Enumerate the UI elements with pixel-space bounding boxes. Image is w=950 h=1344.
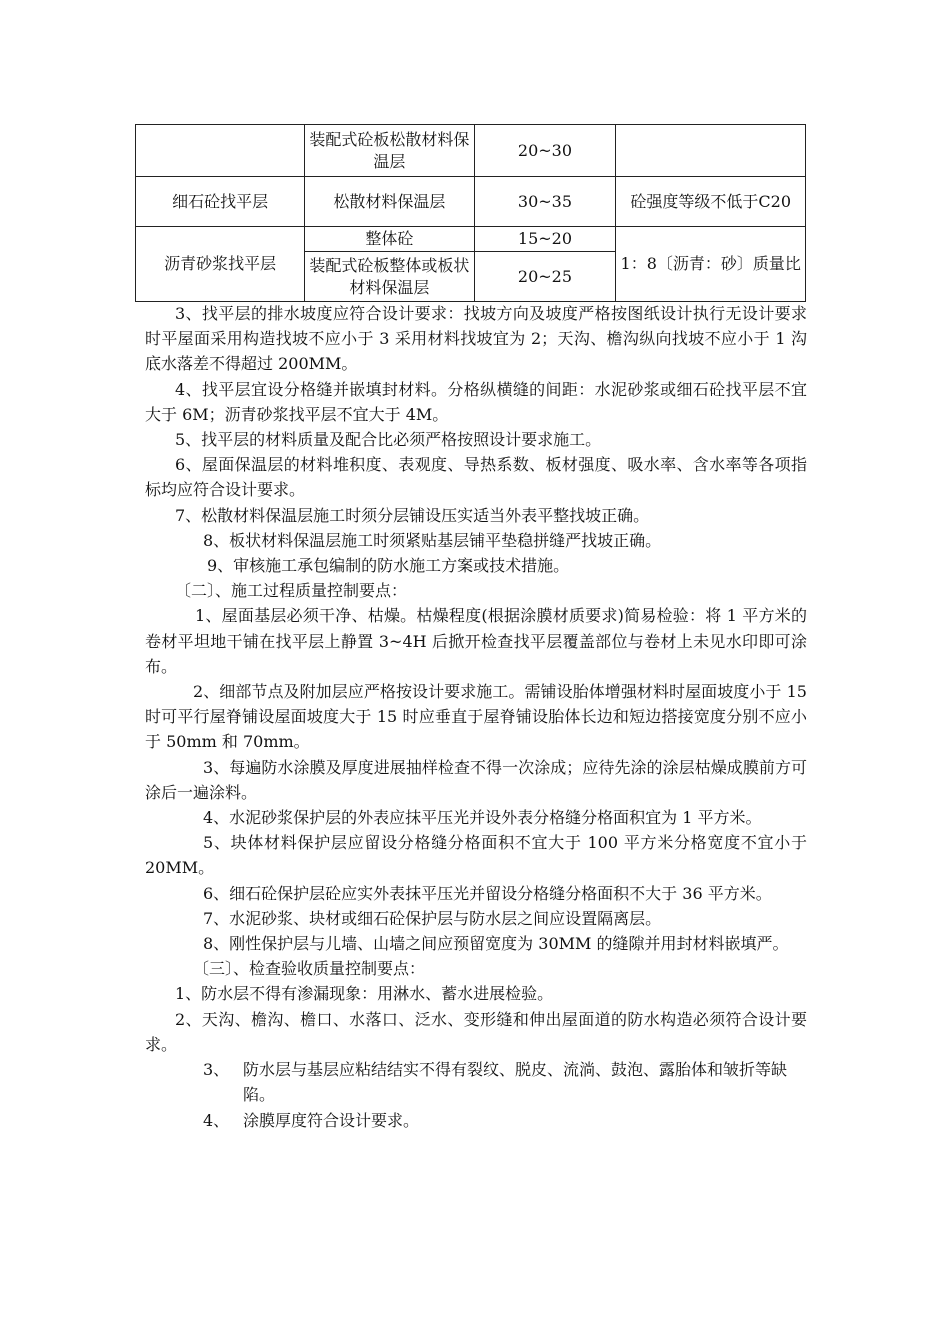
- table-cell: 砼强度等级不低于C20: [616, 177, 806, 227]
- paragraph: 7、水泥砂浆、块材或细石砼保护层与防水层之间应设置隔离层。: [203, 908, 662, 928]
- paragraph: 6、屋面保温层的材料堆积度、表观度、导热系数、板材强度、吸水率、含水率等各项指标均应符合设计要求。: [145, 455, 807, 500]
- paragraph: 3、每遍防水涂膜及厚度进展抽样检查不得一次涂成；应待先涂的涂层枯燥成膜前方可涂后一遍涂料。: [145, 757, 807, 802]
- list-item-number: 3、: [203, 1060, 230, 1080]
- body-text: [145, 301, 807, 1133]
- list-item-text: 涂膜厚度符合设计要求。: [243, 1110, 420, 1130]
- paragraph: 7、松散材料保温层施工时须分层铺设压实适当外表平整找坡正确。: [175, 505, 650, 525]
- paragraph: 4、水泥砂浆保护层的外表应抹平压光并设外表分格缝分格面积宜为 1 平方米。: [203, 808, 762, 828]
- table-cell: [616, 125, 806, 177]
- paragraph: 1、屋面基层必须干净、枯燥。枯燥程度(根据涂膜材质要求)简易检验：将 1 平方米的卷材平坦地干铺在找平层上静置 3~4H 后掀开检查找平层覆盖部位与卷材上未见水印即可涂布。: [145, 606, 807, 676]
- list-item-number: 4、: [203, 1110, 230, 1130]
- table-cell: 20~30: [474, 125, 616, 177]
- table-cell: 细石砼找平层: [136, 177, 305, 227]
- table-cell: 装配式砼板整体或板状材料保温层: [305, 252, 474, 302]
- table-cell: 沥青砂浆找平层: [136, 227, 305, 302]
- section-heading: 〔三〕、检查验收质量控制要点：: [193, 959, 426, 979]
- paragraph: 8、刚性保护层与儿墙、山墙之间应预留宽度为 30MM 的缝隙并用封材料嵌填严。: [203, 934, 789, 954]
- table-cell: 整体砼: [305, 227, 474, 252]
- list-item-text: 防水层与基层应粘结结实不得有裂纹、脱皮、流淌、鼓泡、露胎体和皱折等缺陷。: [243, 1060, 788, 1105]
- paragraph: 2、天沟、檐沟、檐口、水落口、泛水、变形缝和伸出屋面道的防水构造必须符合设计要求。: [145, 1009, 807, 1054]
- table-row: [136, 125, 806, 177]
- paragraph: 8、板状材料保温层施工时须紧贴基层铺平垫稳拼缝严找坡正确。: [203, 530, 662, 550]
- paragraph: 5、找平层的材料质量及配合比必须严格按照设计要求施工。: [175, 430, 602, 450]
- paragraph: 3、找平层的排水坡度应符合设计要求：找坡方向及坡度严格按图纸设计执行无设计要求时平屋面采用构造找坡不应小于 3 采用材料找坡宜为 2；天沟、檐沟纵向找坡不应小于 1 沟底水落差不得超过 200MM。: [145, 304, 807, 374]
- thickness-table: [135, 124, 806, 302]
- table-cell: 20~25: [474, 252, 616, 302]
- paragraph: 9、审核施工承包编制的防水施工方案或技术措施。: [207, 556, 570, 576]
- list-item: [145, 1057, 807, 1107]
- table-cell: 1：8〔沥青：砂〕质量比: [616, 227, 806, 302]
- table-cell: 30~35: [474, 177, 616, 227]
- table-row: [136, 177, 806, 227]
- table-cell: 装配式砼板松散材料保温层: [305, 125, 474, 177]
- table-cell: 15~20: [474, 227, 616, 252]
- table-cell: [136, 125, 305, 177]
- paragraph: 4、找平层宜设分格缝并嵌填封材料。分格纵横缝的间距：水泥砂浆或细石砼找平层不宜大于 6M；沥青砂浆找平层不宜大于 4M。: [145, 379, 807, 424]
- table-row: [136, 227, 806, 252]
- paragraph: 5、块体材料保护层应留设分格缝分格面积不宜大于 100 平方米分格宽度不宜小于 20MM。: [145, 833, 807, 878]
- paragraph: 1、防水层不得有渗漏现象：用淋水、蓄水进展检验。: [175, 984, 554, 1004]
- list-item: [145, 1108, 807, 1133]
- table-cell: 松散材料保温层: [305, 177, 474, 227]
- paragraph: 2、细部节点及附加层应严格按设计要求施工。需铺设胎体增强材料时屋面坡度小于 15 时可平行屋脊铺设屋面坡度大于 15 时应垂直于屋脊铺设胎体长边和短边搭接宽度分别不应小于 50mm 和 70mm。: [145, 682, 807, 752]
- paragraph: 6、细石砼保护层砼应实外表抹平压光并留设分格缝分格面积不大于 36 平方米。: [203, 883, 772, 903]
- section-heading: 〔二〕、施工过程质量控制要点：: [175, 581, 408, 601]
